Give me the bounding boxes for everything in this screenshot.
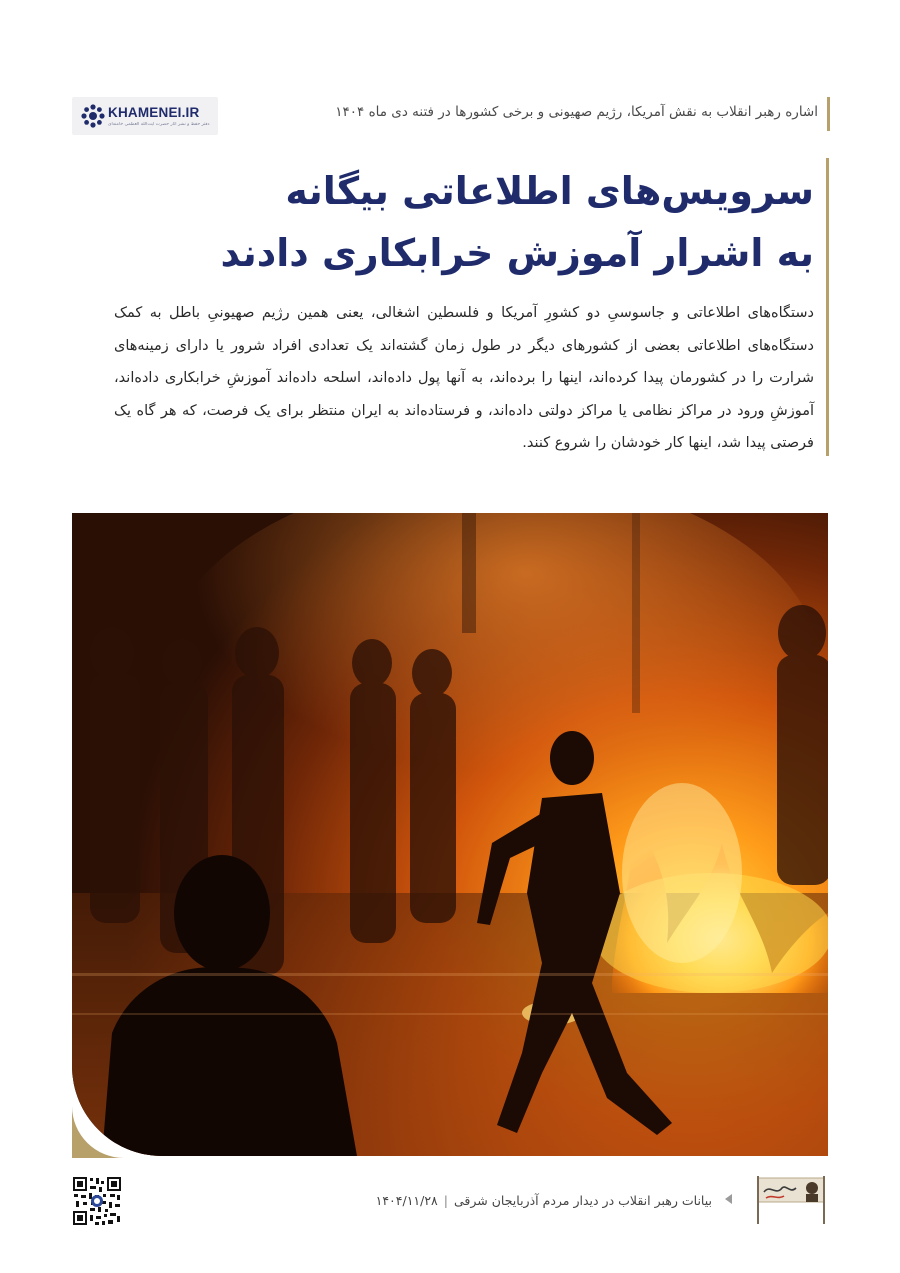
footer-date: ۱۴۰۴/۱۱/۲۸ <box>375 1193 438 1208</box>
title-accent-rule <box>826 158 829 456</box>
footer-separator: | <box>443 1193 448 1208</box>
quote-body: دستگاه‌های اطلاعاتی و جاسوسیِ دو کشورِ آمریکا و فلسطین اشغالی، یعنی همین رژیم صهیونیِ باطل به کمک دستگاه‌های اطلاعاتی بعضی از کشورهای دیگر در طول زمان گشته‌اند یک تعدادی افراد شرور یا دارای زمینه‌های شرارت را در کشورمان پیدا کرده‌اند، اینها را برده‌اند، به آنها پول داده‌اند، اسلحه داده‌اند آموزشِ خرابکاری داده‌اند، آموزشِ ورود در مراکز نظامی یا مراکز دولتی داده‌اند، و فرستاده‌اند به ایران منتظر برای یک فرصت، که هر گاه یک فرصتی پیدا شد، اینها کار خودشان را شروع کنند. <box>114 305 814 451</box>
header-caption: اشاره رهبر انقلاب به نقش آمریکا، رژیم صهیونی و برخی کشورها در فتنه دی ماه ۱۴۰۴ <box>335 104 818 120</box>
khamenei-emblem-icon <box>80 103 106 129</box>
riot-photo-illustration <box>72 513 828 1156</box>
campaign-banner-icon <box>754 1174 828 1224</box>
qr-code-icon[interactable] <box>72 1176 122 1226</box>
title-line-1: سرویس‌های اطلاعاتی بیگانه <box>285 169 814 213</box>
logo-text: KHAMENEI.IR <box>108 105 200 120</box>
footer-source-text: بیانات رهبر انقلاب در دیدار مردم آذربایجان شرقی <box>453 1193 712 1208</box>
site-logo[interactable] <box>72 97 218 135</box>
play-arrow-icon <box>725 1194 732 1204</box>
corner-accent <box>72 1106 124 1158</box>
riot-photo <box>72 513 828 1156</box>
header-accent-rule <box>827 97 830 131</box>
footer <box>72 1170 828 1230</box>
logo-subtitle: دفتر حفظ و نشر آثار حضرت آیت‌الله العظمی خامنه‌ای <box>108 122 210 127</box>
page-title <box>114 160 814 284</box>
footer-source <box>376 1193 712 1208</box>
title-line-2: به اشرار آموزش خرابکاری دادند <box>220 231 814 275</box>
top-bar <box>72 97 830 137</box>
